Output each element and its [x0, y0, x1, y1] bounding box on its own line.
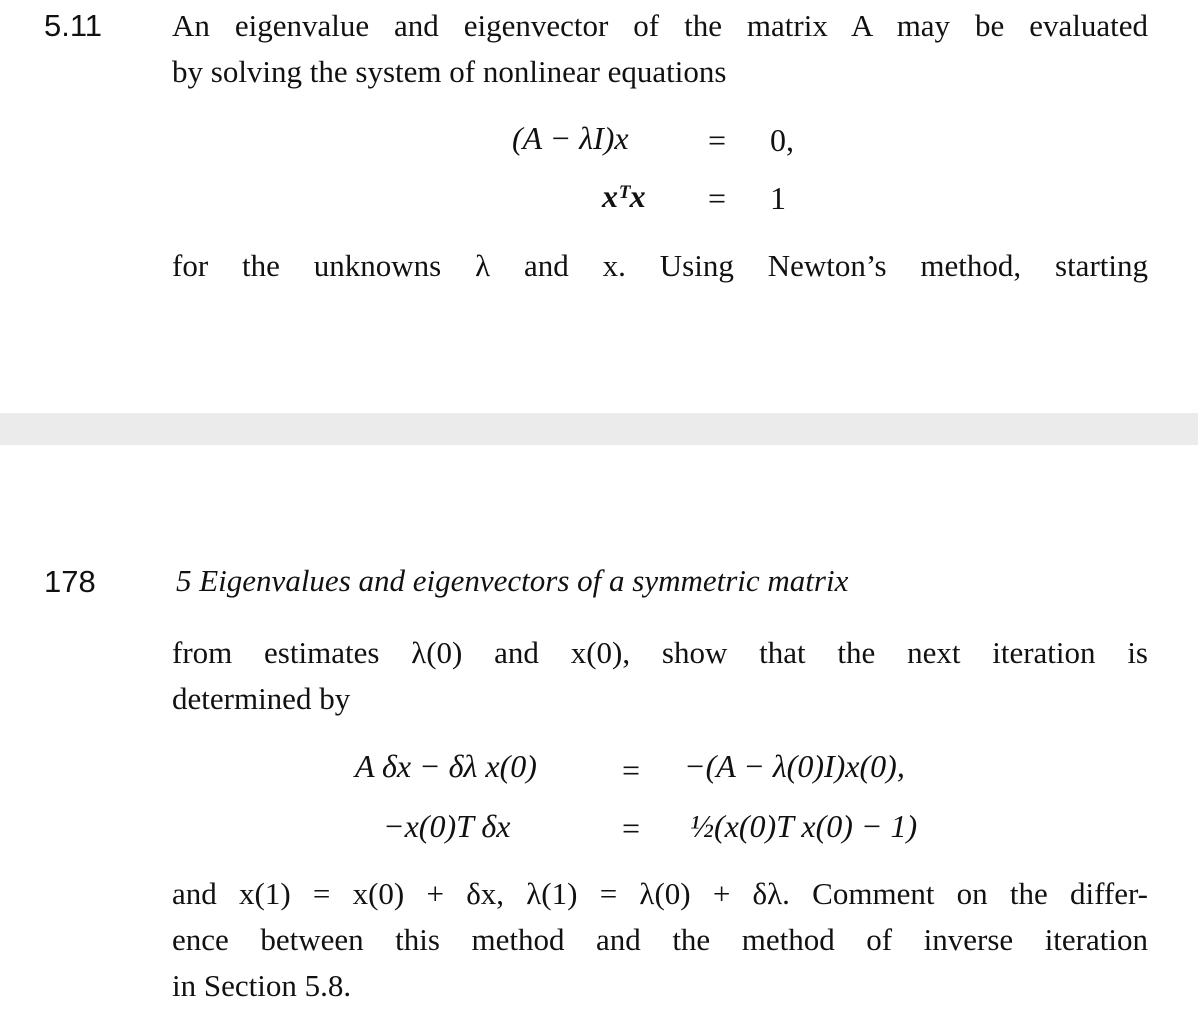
problem-intro-line2: by solving the system of nonlinear equations	[172, 54, 727, 89]
para1-line1: from estimates λ(0) and x(0), show that the next iteration is	[172, 635, 1148, 670]
page-separator	[0, 413, 1198, 445]
iteration-eq1-equals: =	[622, 752, 641, 788]
para2-line3: in Section 5.8.	[172, 968, 352, 1003]
system-eq1-equals: =	[708, 122, 727, 158]
problem-after-line: for the unknowns λ and x. Using Newton’s method, starting	[172, 248, 1148, 283]
page-number: 178	[44, 564, 96, 599]
iteration-eq1-lhs: A δx − δλ x(0)	[355, 748, 537, 784]
running-head: 5 Eigenvalues and eigenvectors of a symmetric matrix	[176, 563, 849, 598]
problem-intro-line1: An eigenvalue and eigenvector of the matrix A may be evaluated	[172, 8, 1148, 43]
system-eq2-lhs: xᵀx	[602, 178, 646, 214]
iteration-eq2-equals: =	[622, 810, 641, 846]
iteration-eq2-rhs: ½(x(0)T x(0) − 1)	[690, 808, 918, 844]
system-eq1-lhs: (A − λI)x	[512, 120, 629, 156]
iteration-eq2-lhs: −x(0)T δx	[383, 808, 511, 844]
system-eq1-rhs: 0,	[770, 122, 794, 158]
para1-line2: determined by	[172, 681, 351, 716]
system-eq2-rhs: 1	[770, 180, 786, 216]
para2-line1: and x(1) = x(0) + δx, λ(1) = λ(0) + δλ. Comment on the differ-	[172, 876, 1148, 911]
problem-number: 5.11	[44, 8, 103, 43]
iteration-eq1-rhs: −(A − λ(0)I)x(0),	[684, 748, 905, 784]
para2-line2: ence between this method and the method of inverse iteration	[172, 922, 1148, 957]
system-eq2-equals: =	[708, 180, 727, 216]
